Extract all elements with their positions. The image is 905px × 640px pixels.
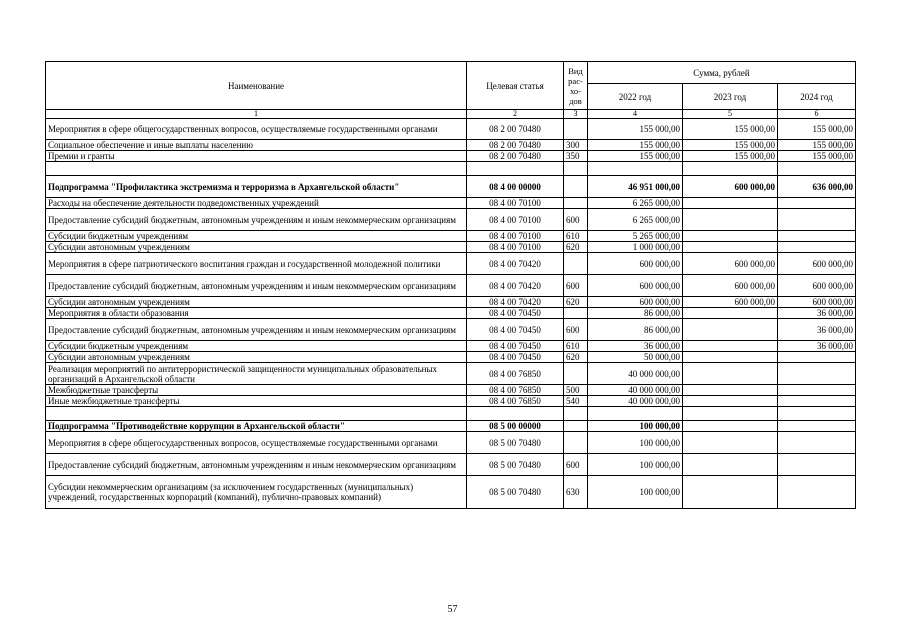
row-code: 08 4 00 70450 (467, 319, 564, 341)
row-2023 (683, 432, 778, 454)
row-name: Субсидии автономным учреждениям (46, 297, 467, 308)
row-2022: 50 000,00 (588, 352, 683, 363)
row-name: Реализация мероприятий по антитеррористической защищенности муниципальных образовательных организаций в Архангельской области (46, 363, 467, 385)
row-vid: 620 (564, 352, 588, 363)
row-vid: 600 (564, 454, 588, 476)
table-row (46, 341, 856, 352)
header-2022: 2022 год (588, 84, 683, 110)
subprogram-row (46, 421, 856, 432)
colnum: 2 (467, 110, 564, 119)
row-2024: 600 000,00 (778, 275, 856, 297)
row-2022: 46 951 000,00 (588, 176, 683, 198)
row-code: 08 5 00 70480 (467, 432, 564, 454)
row-2024: 36 000,00 (778, 341, 856, 352)
row-code: 08 4 00 70420 (467, 275, 564, 297)
row-2024: 600 000,00 (778, 297, 856, 308)
row-2023 (683, 363, 778, 385)
colnum: 3 (564, 110, 588, 119)
row-code: 08 4 00 70450 (467, 352, 564, 363)
row-2022: 86 000,00 (588, 308, 683, 319)
row-name: Мероприятия в сфере общегосударственных вопросов, осуществляемые государственными органами (46, 119, 467, 140)
row-name: Субсидии бюджетным учреждениям (46, 341, 467, 352)
row-2024 (778, 421, 856, 432)
row-2022: 40 000 000,00 (588, 385, 683, 396)
row-name: Иные межбюджетные трансферты (46, 396, 467, 407)
table-row (46, 119, 856, 140)
row-code: 08 4 00 70100 (467, 209, 564, 231)
row-vid: 600 (564, 209, 588, 231)
row-2024 (778, 476, 856, 509)
row-code: 08 5 00 70480 (467, 476, 564, 509)
spacer-row (46, 407, 856, 421)
row-vid: 610 (564, 231, 588, 242)
row-2024 (778, 198, 856, 209)
row-code: 08 4 00 70100 (467, 242, 564, 253)
row-name: Подпрограмма "Противодействие коррупции в Архангельской области" (46, 421, 467, 432)
table-row (46, 231, 856, 242)
row-2023 (683, 209, 778, 231)
header-name: Наименование (46, 62, 467, 110)
row-name: Предоставление субсидий бюджетным, автономным учреждениям и иным некоммерческим организациям (46, 275, 467, 297)
row-2022: 40 000 000,00 (588, 363, 683, 385)
row-vid (564, 432, 588, 454)
row-2023 (683, 352, 778, 363)
row-2024 (778, 432, 856, 454)
colnum: 6 (778, 110, 856, 119)
budget-table (45, 61, 856, 509)
row-2024: 636 000,00 (778, 176, 856, 198)
row-code: 08 4 00 76850 (467, 385, 564, 396)
row-2023 (683, 242, 778, 253)
row-2023 (683, 421, 778, 432)
row-name: Мероприятия в сфере общегосударственных вопросов, осуществляемые государственными органами (46, 432, 467, 454)
row-code: 08 5 00 00000 (467, 421, 564, 432)
row-2024 (778, 454, 856, 476)
row-2022: 86 000,00 (588, 319, 683, 341)
table-row (46, 242, 856, 253)
row-2023 (683, 476, 778, 509)
row-vid (564, 119, 588, 140)
row-name: Субсидии бюджетным учреждениям (46, 231, 467, 242)
row-name: Предоставление субсидий бюджетным, автономным учреждениям и иным некоммерческим организациям (46, 454, 467, 476)
table-row (46, 297, 856, 308)
row-vid (564, 253, 588, 275)
header-vid: Вид рас- хо- дов (564, 62, 588, 110)
row-name: Мероприятия в области образования (46, 308, 467, 319)
row-2022: 600 000,00 (588, 297, 683, 308)
row-vid: 620 (564, 242, 588, 253)
row-2022: 600 000,00 (588, 275, 683, 297)
column-numbers-row (46, 110, 856, 119)
row-vid: 630 (564, 476, 588, 509)
row-code: 08 4 00 76850 (467, 396, 564, 407)
row-2022: 36 000,00 (588, 341, 683, 352)
row-2022: 6 265 000,00 (588, 198, 683, 209)
table-row (46, 476, 856, 509)
row-vid: 600 (564, 319, 588, 341)
table-row (46, 140, 856, 151)
row-2023: 155 000,00 (683, 119, 778, 140)
row-2024: 155 000,00 (778, 151, 856, 162)
row-code: 08 4 00 70420 (467, 297, 564, 308)
row-2023 (683, 308, 778, 319)
row-vid (564, 198, 588, 209)
table-row (46, 319, 856, 341)
row-vid: 600 (564, 275, 588, 297)
row-2022: 100 000,00 (588, 476, 683, 509)
row-name: Предоставление субсидий бюджетным, автономным учреждениям и иным некоммерческим организациям (46, 319, 467, 341)
page-number: 57 (447, 604, 458, 615)
row-2023: 155 000,00 (683, 151, 778, 162)
row-code: 08 2 00 70480 (467, 140, 564, 151)
row-2023 (683, 385, 778, 396)
table-row (46, 209, 856, 231)
header-sum: Сумма, рублей (588, 62, 856, 84)
spacer-row (46, 162, 856, 176)
row-2024: 600 000,00 (778, 253, 856, 275)
table-row (46, 363, 856, 385)
table-row (46, 308, 856, 319)
header-row (46, 62, 856, 84)
row-2022: 155 000,00 (588, 140, 683, 151)
row-code: 08 4 00 70450 (467, 308, 564, 319)
row-2023 (683, 454, 778, 476)
row-2023 (683, 198, 778, 209)
table-row (46, 151, 856, 162)
row-vid: 540 (564, 396, 588, 407)
row-2022: 155 000,00 (588, 119, 683, 140)
table-row (46, 352, 856, 363)
table-row (46, 454, 856, 476)
row-name: Субсидии автономным учреждениям (46, 242, 467, 253)
table-row (46, 275, 856, 297)
row-2024: 155 000,00 (778, 119, 856, 140)
row-2023 (683, 396, 778, 407)
table-row (46, 432, 856, 454)
row-code: 08 4 00 76850 (467, 363, 564, 385)
row-vid (564, 363, 588, 385)
colnum: 4 (588, 110, 683, 119)
row-2022: 100 000,00 (588, 421, 683, 432)
row-code: 08 2 00 70480 (467, 119, 564, 140)
row-2024: 36 000,00 (778, 319, 856, 341)
row-2023 (683, 341, 778, 352)
table-row (46, 396, 856, 407)
row-2022: 40 000 000,00 (588, 396, 683, 407)
row-vid: 620 (564, 297, 588, 308)
row-name: Предоставление субсидий бюджетным, автономным учреждениям и иным некоммерческим организациям (46, 209, 467, 231)
row-2022: 1 000 000,00 (588, 242, 683, 253)
row-2023: 155 000,00 (683, 140, 778, 151)
row-code: 08 2 00 70480 (467, 151, 564, 162)
row-2024 (778, 242, 856, 253)
colnum: 1 (46, 110, 467, 119)
row-code: 08 4 00 70100 (467, 198, 564, 209)
row-2023: 600 000,00 (683, 253, 778, 275)
colnum: 5 (683, 110, 778, 119)
row-name: Субсидии некоммерческим организациям (за исключением государственных (муниципальных) учреждений, государственных корпораций (компаний), публично-правовых компаний) (46, 476, 467, 509)
table-row (46, 253, 856, 275)
row-vid: 610 (564, 341, 588, 352)
row-name: Субсидии автономным учреждениям (46, 352, 467, 363)
row-2024 (778, 231, 856, 242)
header-2023: 2023 год (683, 84, 778, 110)
row-name: Расходы на обеспечение деятельности подведомственных учреждений (46, 198, 467, 209)
row-code: 08 4 00 70100 (467, 231, 564, 242)
row-2024 (778, 352, 856, 363)
row-2022: 155 000,00 (588, 151, 683, 162)
row-vid (564, 308, 588, 319)
row-vid (564, 176, 588, 198)
row-code: 08 4 00 70420 (467, 253, 564, 275)
header-target: Целевая статья (467, 62, 564, 110)
row-code: 08 4 00 00000 (467, 176, 564, 198)
subprogram-row (46, 176, 856, 198)
row-2023 (683, 319, 778, 341)
row-2024 (778, 363, 856, 385)
row-2024 (778, 209, 856, 231)
row-vid: 350 (564, 151, 588, 162)
row-name: Социальное обеспечение и иные выплаты населению (46, 140, 467, 151)
row-2024 (778, 396, 856, 407)
row-2024 (778, 385, 856, 396)
row-2023: 600 000,00 (683, 275, 778, 297)
row-2024: 155 000,00 (778, 140, 856, 151)
row-vid: 500 (564, 385, 588, 396)
row-name: Межбюджетные трансферты (46, 385, 467, 396)
row-2022: 600 000,00 (588, 253, 683, 275)
row-2024: 36 000,00 (778, 308, 856, 319)
row-2022: 5 265 000,00 (588, 231, 683, 242)
row-2022: 100 000,00 (588, 454, 683, 476)
header-2024: 2024 год (778, 84, 856, 110)
row-name: Премии и гранты (46, 151, 467, 162)
table-row (46, 385, 856, 396)
row-vid: 300 (564, 140, 588, 151)
row-name: Мероприятия в сфере патриотического воспитания граждан и государственной молодежной политики (46, 253, 467, 275)
row-name: Подпрограмма "Профилактика экстремизма и терроризма в Архангельской области" (46, 176, 467, 198)
row-2023: 600 000,00 (683, 176, 778, 198)
row-2023: 600 000,00 (683, 297, 778, 308)
row-vid (564, 421, 588, 432)
row-code: 08 5 00 70480 (467, 454, 564, 476)
row-2023 (683, 231, 778, 242)
row-code: 08 4 00 70450 (467, 341, 564, 352)
row-2022: 100 000,00 (588, 432, 683, 454)
table-row (46, 198, 856, 209)
row-2022: 6 265 000,00 (588, 209, 683, 231)
